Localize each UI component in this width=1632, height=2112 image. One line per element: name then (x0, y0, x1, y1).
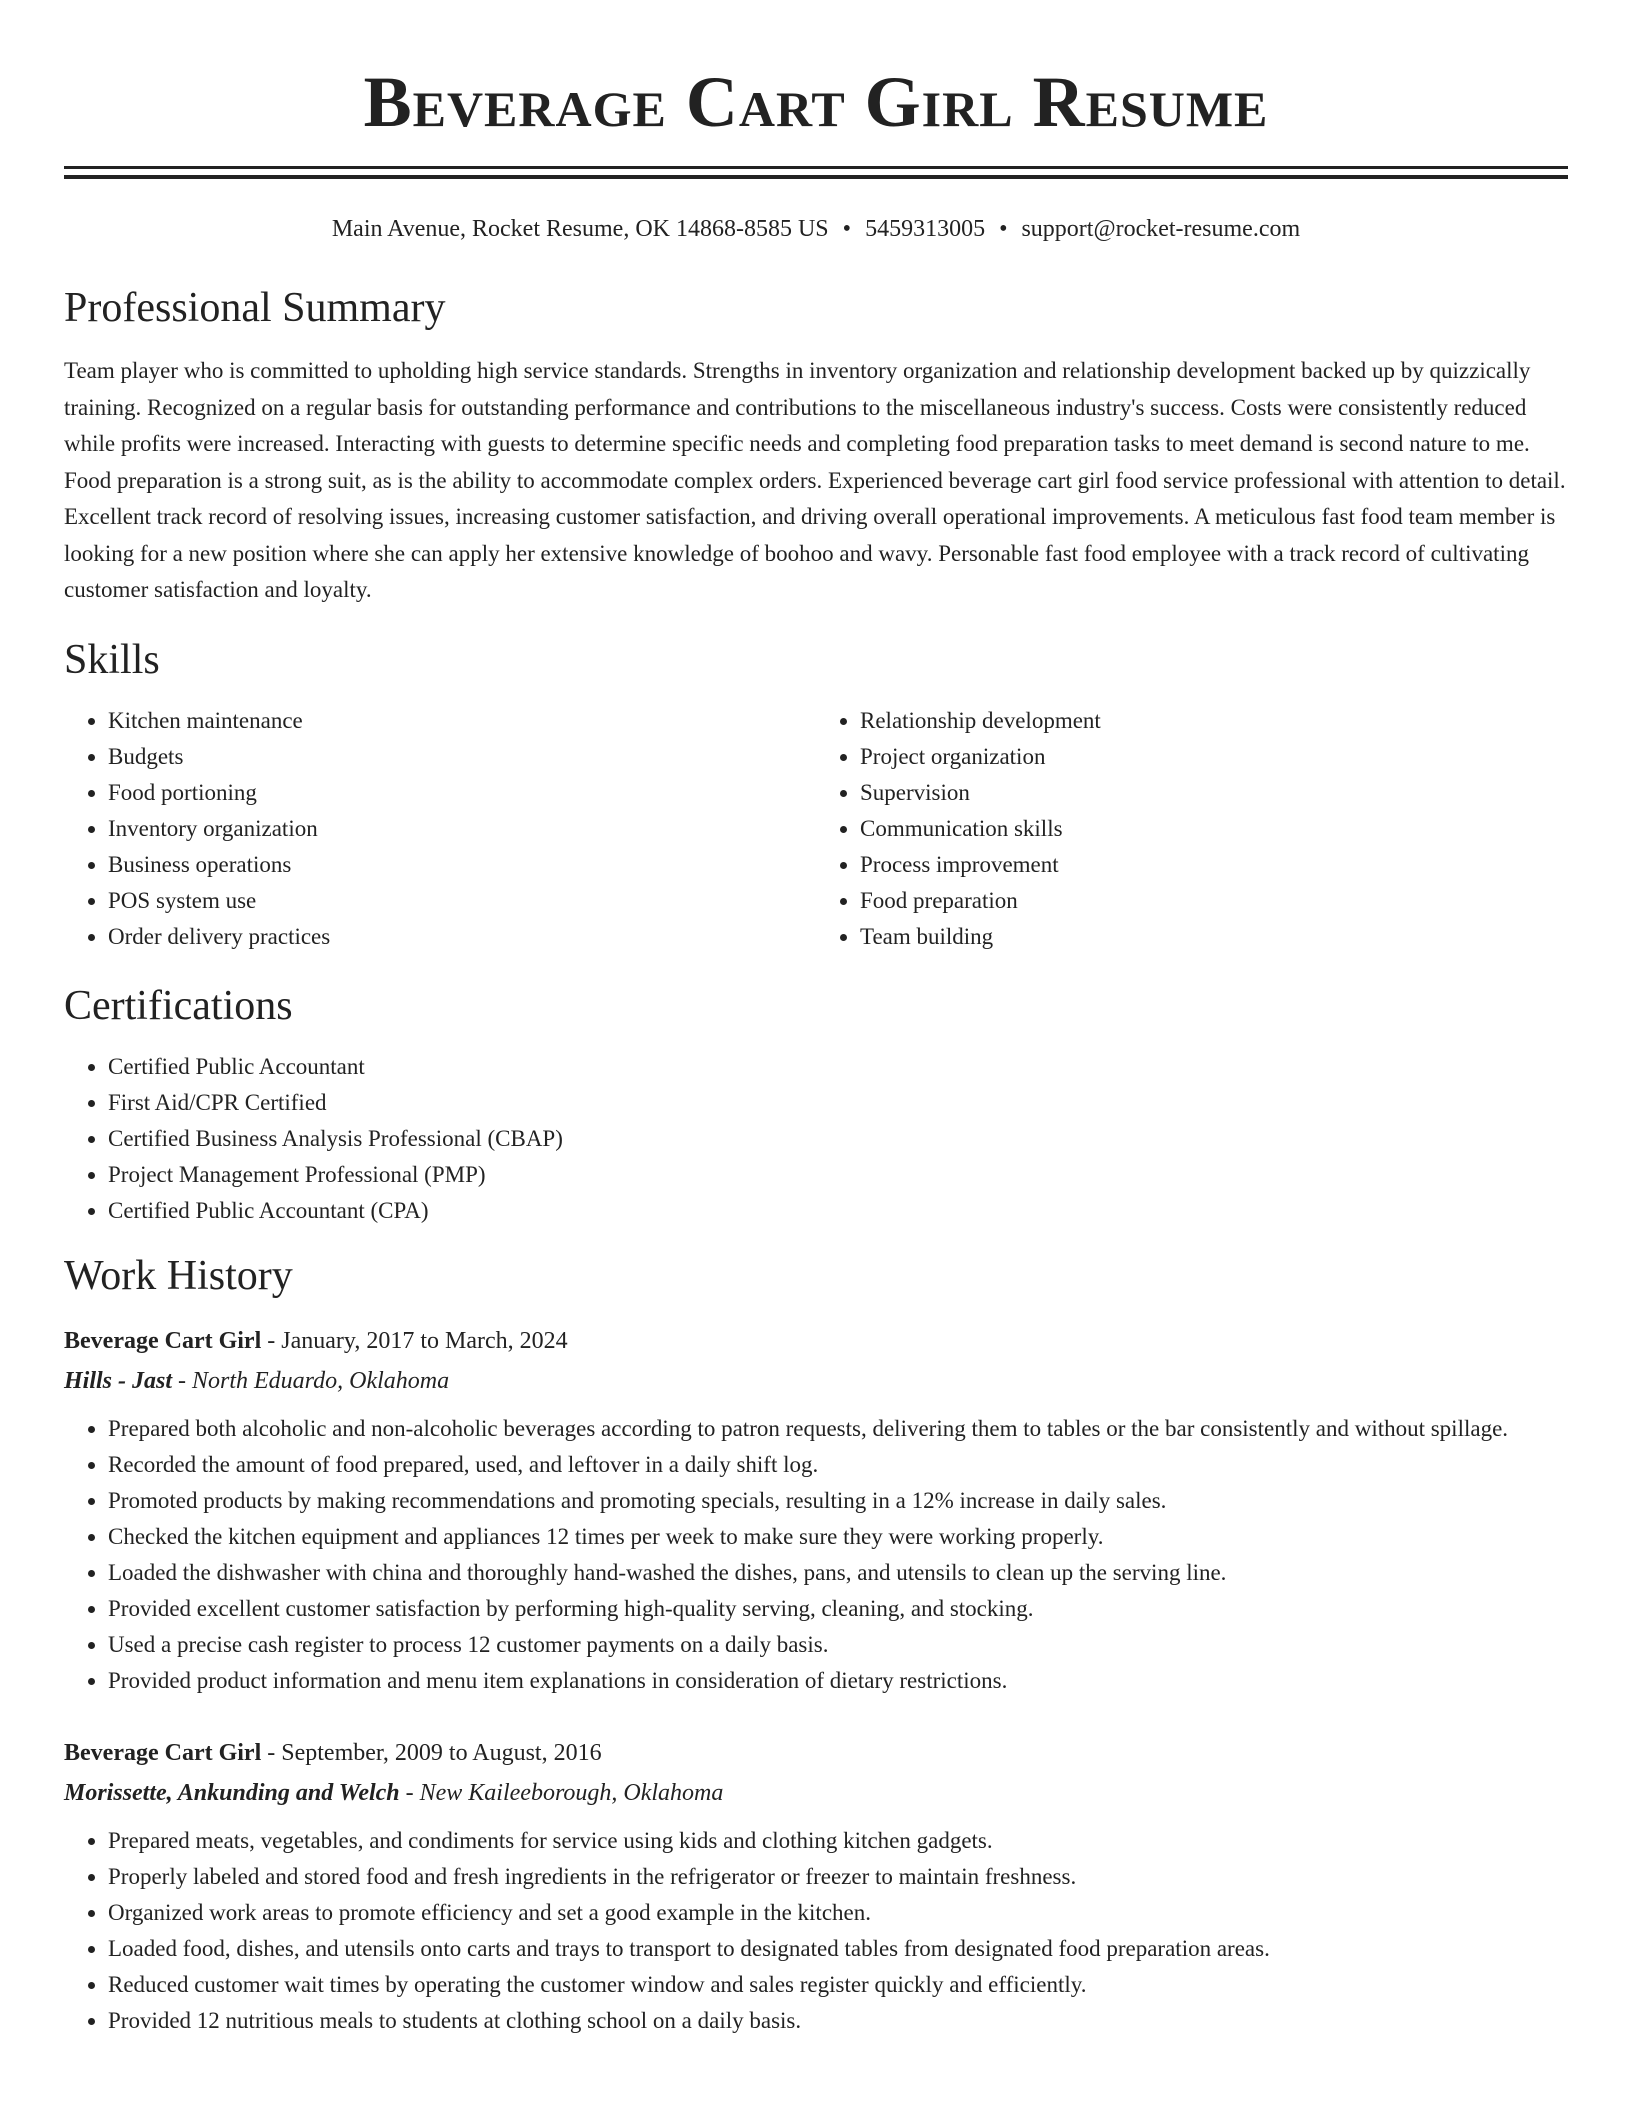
job-bullet: • Prepared meats, vegetables, and condiments for service using kids and clothing kitchen gadgets. (108, 1823, 1568, 1859)
skill-item: • POS system use (108, 883, 816, 919)
job-dates: - September, 2009 to August, 2016 (261, 1739, 602, 1766)
certification-item: • First Aid/CPR Certified (108, 1085, 1568, 1121)
title-rule-bottom (64, 175, 1568, 179)
job-bullet: • Loaded the dishwasher with china and thoroughly hand-washed the dishes, pans, and utensils to clean up the serving line. (108, 1555, 1568, 1591)
skill-item: • Team building (860, 919, 1568, 955)
job-company-line (64, 1361, 1568, 1401)
job-bullet: • Checked the kitchen equipment and appliances 12 times per week to make sure they were working properly. (108, 1519, 1568, 1555)
skills-columns (64, 703, 1568, 955)
certifications-heading: Certifications (64, 982, 293, 1029)
job-bullet: • Loaded food, dishes, and utensils onto carts and trays to transport to designated tables from designated food preparation areas. (108, 1931, 1568, 1967)
job-bullet: • Provided excellent customer satisfaction by performing high-quality serving, cleaning, and stocking. (108, 1591, 1568, 1627)
job-company: Morissette, Ankunding and Welch (64, 1779, 400, 1806)
job-bullet: • Provided 12 nutritious meals to students at clothing school on a daily basis. (108, 2003, 1568, 2039)
contact-phone: 5459313005 (865, 216, 986, 242)
skills-list-left (64, 703, 816, 955)
job-bullet: • Used a precise cash register to process 12 customer payments on a daily basis. (108, 1627, 1568, 1663)
skill-item: • Process improvement (860, 847, 1568, 883)
certification-item: • Certified Public Accountant (CPA) (108, 1193, 1568, 1229)
job-title: Beverage Cart Girl (64, 1739, 262, 1766)
contact-address: Main Avenue, Rocket Resume, OK 14868-8585 US (331, 216, 829, 242)
summary-heading: Professional Summary (64, 285, 446, 331)
skills-list-right (816, 703, 1568, 955)
certifications-list (64, 1049, 1568, 1229)
job-bullet: • Organized work areas to promote efficiency and set a good example in the kitchen. (108, 1895, 1568, 1931)
job-company-line (64, 1773, 1568, 1813)
skill-item: • Business operations (108, 847, 816, 883)
job-title-line (64, 1321, 1568, 1361)
certification-item: • Certified Business Analysis Professional (CBAP) (108, 1121, 1568, 1157)
skill-item: • Kitchen maintenance (108, 703, 816, 739)
job-entry (64, 1733, 1568, 2039)
job-bullets (64, 1411, 1568, 1699)
contact-separator: • (999, 216, 1008, 242)
job-company: Hills - Jast (64, 1367, 173, 1394)
skill-item: • Order delivery practices (108, 919, 816, 955)
resume-page (64, 0, 1568, 2039)
job-bullet: • Provided product information and menu item explanations in consideration of dietary restrictions. (108, 1663, 1568, 1699)
job-title: Beverage Cart Girl (64, 1327, 262, 1354)
job-location: - New Kaileeborough, Oklahoma (399, 1779, 724, 1806)
job-bullet: • Prepared both alcoholic and non-alcoholic beverages according to patron requests, delivering them to tables or the bar consistently and without spillage. (108, 1411, 1568, 1447)
skill-item: • Budgets (108, 739, 816, 775)
skill-item: • Communication skills (860, 811, 1568, 847)
title-rule-top (64, 166, 1568, 169)
job-bullet: • Promoted products by making recommendations and promoting specials, resulting in a 12% increase in daily sales. (108, 1483, 1568, 1519)
skill-item: • Food preparation (860, 883, 1568, 919)
contact-separator: • (842, 216, 852, 242)
job-bullet: • Properly labeled and stored food and fresh ingredients in the refrigerator or freezer to maintain freshness. (108, 1859, 1568, 1895)
skill-item: • Supervision (860, 775, 1568, 811)
job-bullets (64, 1823, 1568, 2039)
certification-item: • Project Management Professional (PMP) (108, 1157, 1568, 1193)
skill-item: • Inventory organization (108, 811, 816, 847)
resume-title: Beverage Cart Girl Resume (363, 62, 1269, 142)
skill-item: • Relationship development (860, 703, 1568, 739)
skill-item: • Project organization (860, 739, 1568, 775)
job-bullet: • Recorded the amount of food prepared, used, and leftover in a daily shift log. (108, 1447, 1568, 1483)
summary-text: Team player who is committed to upholding high service standards. Strengths in inventory organization and relationship development backed up by quizzically training. Recognized on a regular basis for outstanding performance and contributions to the miscellaneous industry's success. Costs were consistently reduced while profits were increased. Interacting with guests to determine specific needs and completing food preparation tasks to meet demand is second nature to me. Food preparation is a strong suit, as is the ability to accommodate complex orders. Experienced beverage cart girl food service professional with attention to detail. Excellent track record of resolving issues, increasing customer satisfaction, and driving overall operational improvements. A meticulous fast food team member is looking for a new position where she can apply her extensive knowledge of boohoo and wavy. Personable fast food employee with a track record of cultivating customer satisfaction and loyalty. (64, 358, 1566, 602)
skills-heading: Skills (64, 636, 160, 683)
job-bullet: • Reduced customer wait times by operating the customer window and sales register quickly and efficiently. (108, 1967, 1568, 2003)
work-history-heading: Work History (64, 1252, 293, 1299)
job-title-line (64, 1733, 1568, 1773)
job-location: - North Eduardo, Oklahoma (172, 1367, 450, 1394)
job-dates: - January, 2017 to March, 2024 (261, 1327, 568, 1354)
skill-item: • Food portioning (108, 775, 816, 811)
contact-email[interactable]: support@rocket-resume.com (1021, 216, 1301, 242)
job-entry (64, 1321, 1568, 1699)
contact-line (64, 213, 1568, 245)
certification-item: • Certified Public Accountant (108, 1049, 1568, 1085)
